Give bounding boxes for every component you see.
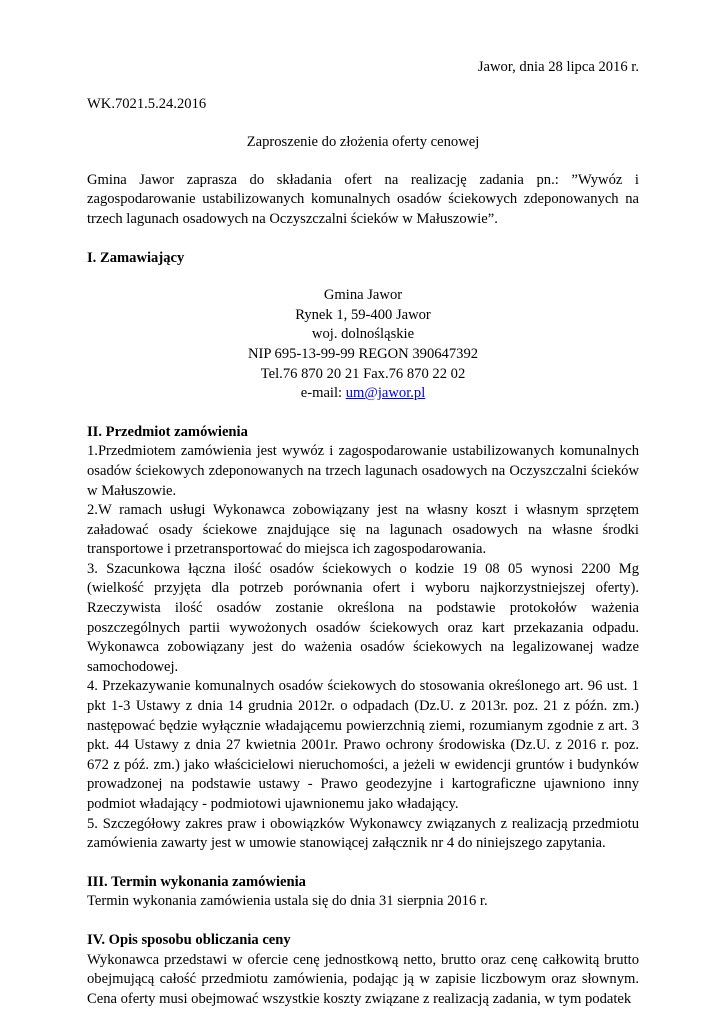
section4-text: Wykonawca przedstawi w ofercie cenę jednostkową netto, brutto oraz cenę całkowitą brutto obejmującą całość przedmiotu zamówienia, podając ją w zapisie liczbowym oraz słownym. Cena oferty musi obejmować wszystkie koszty związane z realizacją zadania, w tym podatek (87, 951, 639, 1007)
section2-paragraph-2: 2.W ramach usługi Wykonawca zobowiązany jest na własny koszt i własnym sprzętem załadować osady ściekowe znajdujące się na lagunach osadowych na własne środki transportowe i przetransportować do miejsca ich zagospodarowania. (87, 502, 639, 558)
document-page (87, 58, 639, 1009)
email-link[interactable]: um@jawor.pl (345, 385, 426, 402)
section2-heading: II. Przedmiot zamówienia (87, 423, 248, 440)
contact-nip-regon: NIP 695-13-99-99 REGON 390647392 (247, 345, 479, 362)
section1-heading: I. Zamawiający (87, 249, 185, 266)
place-date: Jawor, dnia 28 lipca 2016 r. (477, 59, 639, 75)
section2-paragraph-1: 1.Przedmiotem zamówienia jest wywóz i zagospodarowanie ustabilizowanych komunalnych osadów ściekowych zdeponowanych na trzech lagunach osadowych na Oczyszczalni ścieków w Małuszowie. (87, 443, 639, 499)
section2-paragraph-4: 4. Przekazywanie komunalnych osadów ściekowych do stosowania określonego art. 96 ust. 1 pkt 1-3 Ustawy z dnia 14 grudnia 2012r. o odpadach (Dz.U. z 2013r. poz. 21 z późn. zm.) następować będzie wyłącznie władającemu powierzchnią ziemi, rozumianym zgodnie z art. 3 pkt. 44 Ustawy z dnia 27 kwietnia 2001r. Prawo ochrony środowiska (Dz.U. z 2016 r. poz. 672 z póź. zm.) jako właścicielowi nieruchomości, a jeżeli w ewidencji gruntów i budynków prowadzonej na podstawie ustawy - Prawo geodezyjne i kartograficzne ujawniono inny podmiot władający - podmiotowi ujawnionemu jako władający. (87, 678, 639, 812)
contact-name: Gmina Jawor (323, 287, 403, 304)
section2-paragraph-5: 5. Szczegółowy zakres praw i obowiązków Wykonawcy związanych z realizacją przedmiotu zamówienia zawarty jest w umowie stanowiącej załącznik nr 4 do niniejszego zapytania. (87, 815, 639, 852)
contact-address: Rynek 1, 59-400 Jawor (295, 306, 431, 323)
reference-number: WK.7021.5.24.2016 (87, 95, 207, 112)
document-title: Zaproszenie do złożenia oferty cenowej (246, 134, 480, 151)
email-label: e-mail: (300, 385, 346, 402)
contact-block (87, 286, 639, 404)
contact-email-line (87, 384, 639, 404)
section3-text: Termin wykonania zamówienia ustala się do dnia 31 sierpnia 2016 r. (87, 893, 488, 910)
intro-paragraph: Gmina Jawor zaprasza do składania ofert na realizację zadania pn.: ”Wywóz i zagospodarowanie ustabilizowanych komunalnych osadów ściekowych zdeponowanych na trzech lagunach osadowych na Oczyszczalni ścieków w Małuszowie”. (87, 171, 639, 227)
contact-phone-fax: Tel.76 870 20 21 Fax.76 870 22 02 (260, 365, 466, 382)
section4-heading: IV. Opis sposobu obliczania ceny (87, 931, 291, 948)
section3-heading: III. Termin wykonania zamówienia (87, 873, 306, 890)
section2-paragraph-3: 3. Szacunkowa łączna ilość osadów ściekowych o kodzie 19 08 05 wynosi 2200 Mg (wielkość przyjęta dla potrzeb porównania ofert i wyboru najkorzystniejszej oferty). Rzeczywista ilość osadów zostanie określona na podstawie protokołów ważenia poszczególnych partii wywożonych osadów ściekowych oraz kart przekazania odpadu. Wykonawca zobowiązany jest do ważenia osadów ściekowych na legalizowanej wadze samochodowej. (87, 560, 639, 675)
contact-region: woj. dolnośląskie (311, 326, 415, 343)
